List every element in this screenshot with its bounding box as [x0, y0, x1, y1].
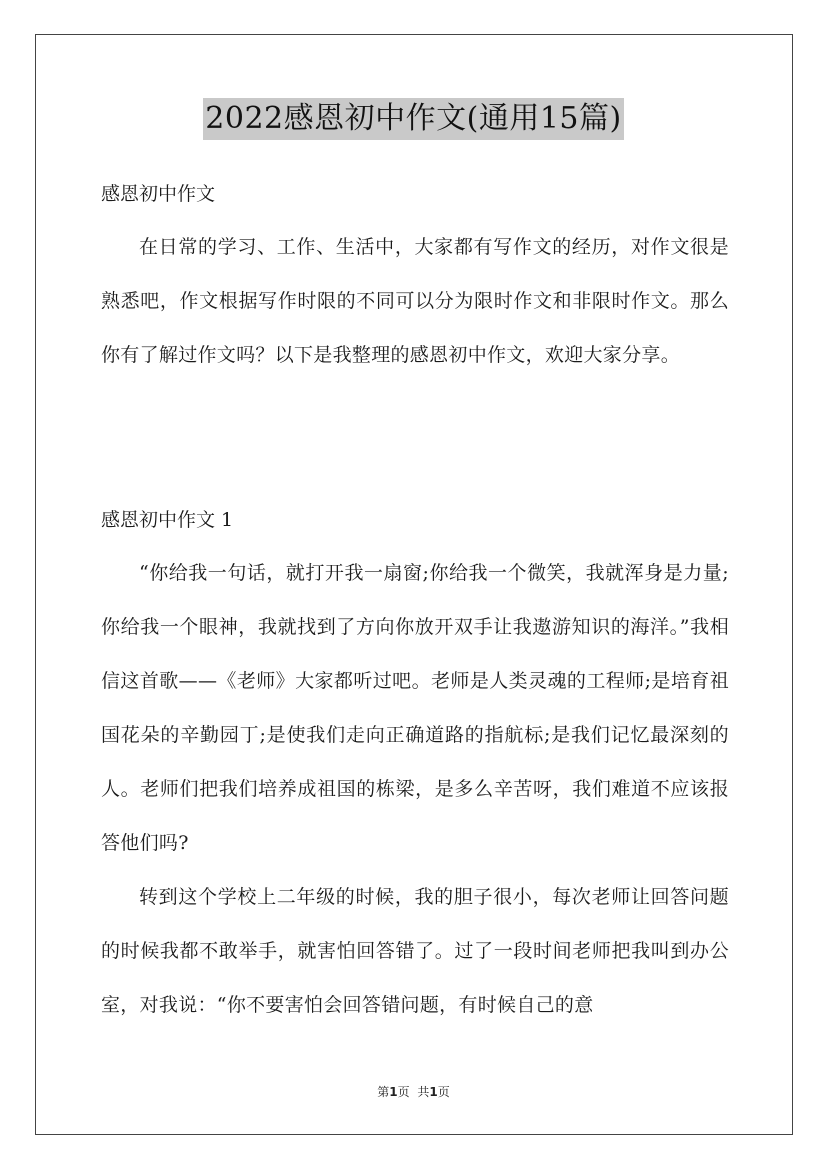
title-wrap — [0, 98, 827, 140]
document-title: 2022感恩初中作文(通用15篇) — [203, 98, 623, 140]
section1-paragraph1: “你给我一句话，就打开我一扇窗;你给我一个微笑，我就浑身是力量;你给我一个眼神，我就找到了方向你放开双手让我遨游知识的海洋。”我相信这首歌——《老师》大家都听过吧。老师是人类灵魂的工程师;是培育祖国花朵的辛勤园丁;是使我们走向正确道路的指航标;是我们记忆最深刻的人。老师们把我们培养成祖国的栋梁，是多么辛苦呀，我们难道不应该报答他们吗? — [101, 562, 729, 854]
section1-paragraph2: 转到这个学校上二年级的时候，我的胆子很小，每次老师让回答问题的时候我都不敢举手，就害怕回答错了。过了一段时间老师把我叫到办公室，对我说：“你不要害怕会回答错问题，有时候自己的意 — [101, 886, 729, 1016]
total-suffix: 页 — [437, 1085, 450, 1099]
page-prefix: 第 — [377, 1085, 390, 1099]
intro-heading: 感恩初中作文 — [101, 183, 216, 205]
total-number: 1 — [429, 1085, 438, 1099]
page-suffix: 页 — [397, 1085, 410, 1099]
page-number: 1 — [389, 1085, 398, 1099]
total-prefix: 共 — [417, 1085, 430, 1099]
intro-paragraph: 在日常的学习、工作、生活中，大家都有写作文的经历，对作文很是熟悉吧，作文根据写作时限的不同可以分为限时作文和非限时作文。那么你有了解过作文吗？以下是我整理的感恩初中作文，欢迎大家分享。 — [101, 236, 729, 366]
section1-heading: 感恩初中作文 1 — [101, 509, 234, 531]
page-footer — [0, 1083, 827, 1100]
